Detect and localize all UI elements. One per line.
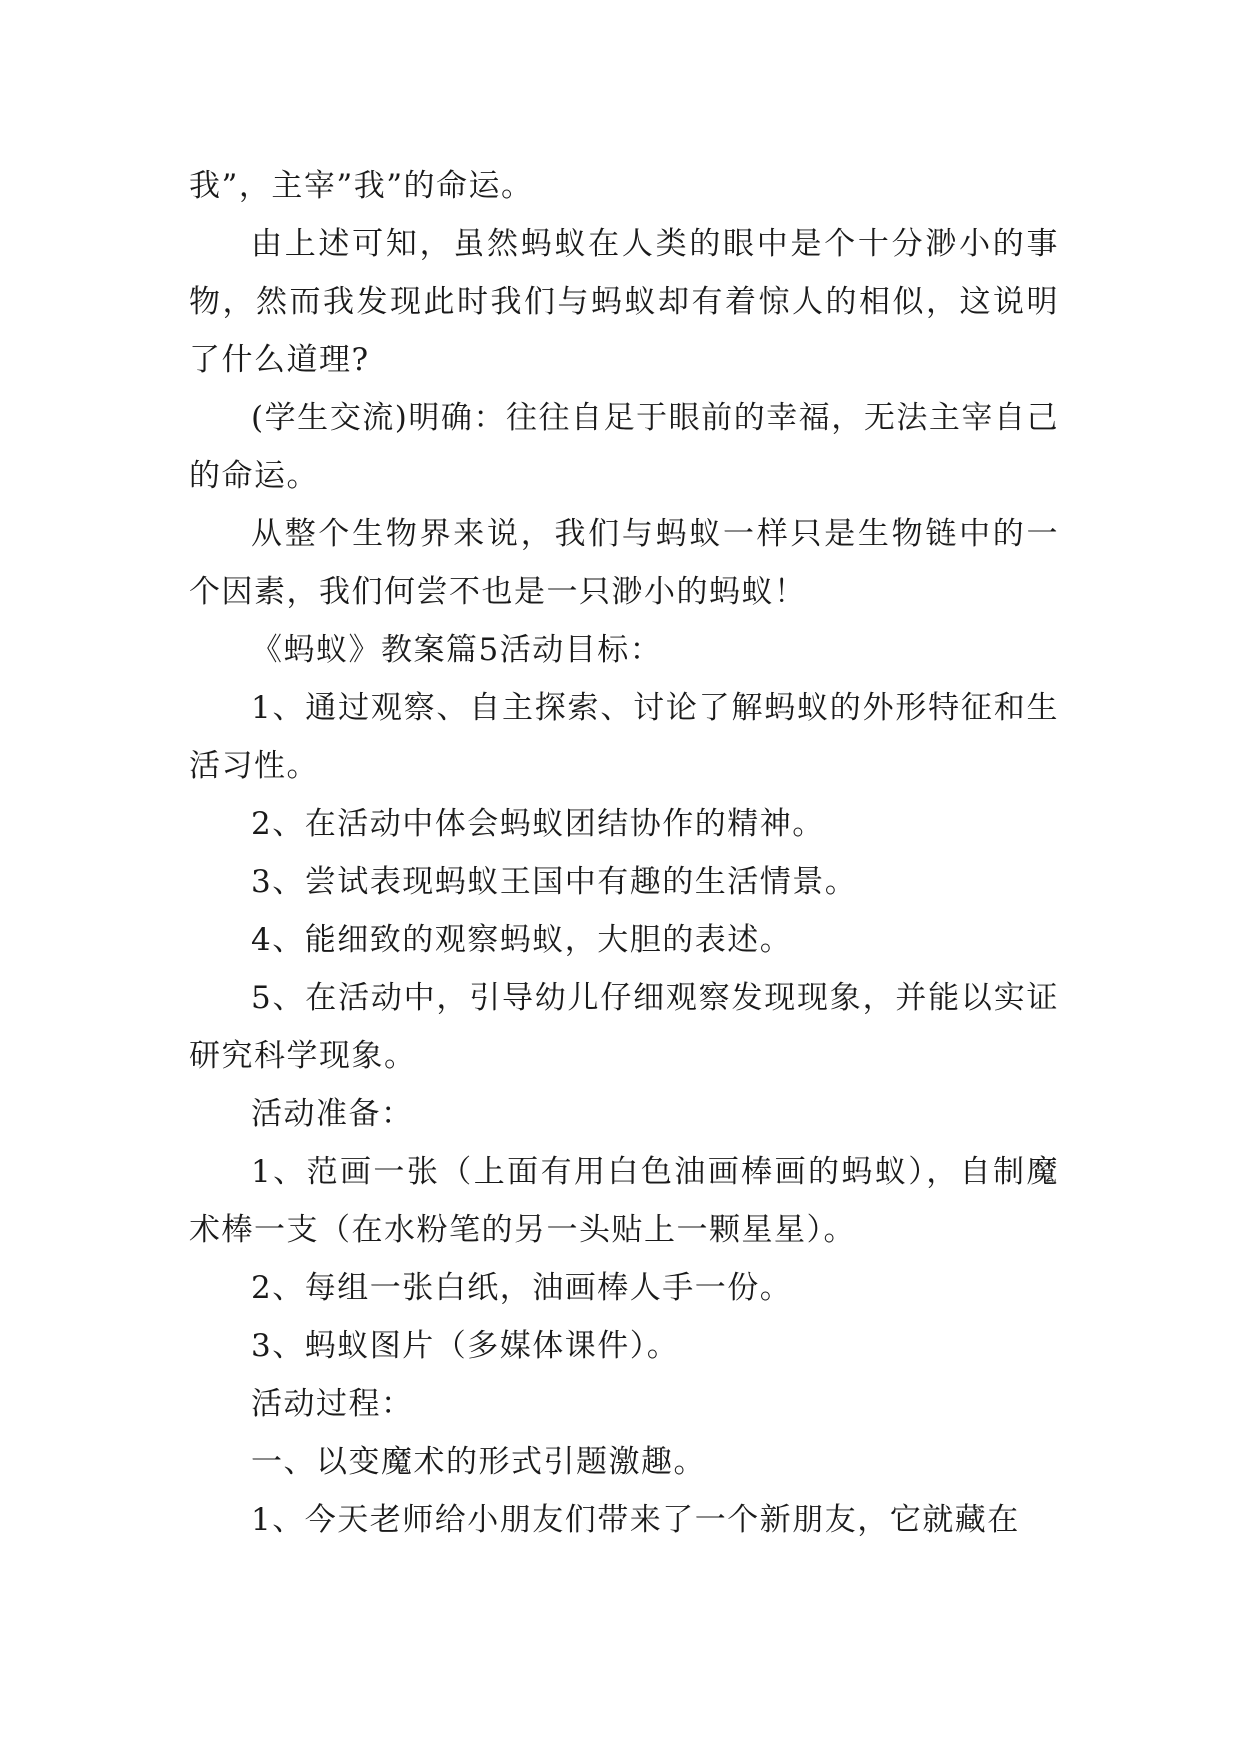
objective-item-4: 4、能细致的观察蚂蚁，大胆的表述。 — [251, 922, 793, 958]
section-heading-process: 活动过程： — [251, 1386, 414, 1422]
objective-item-2: 2、在活动中体会蚂蚁团结协作的精神。 — [251, 806, 825, 842]
process-step-heading-1: 一、以变魔术的形式引题激趣。 — [251, 1444, 706, 1480]
preparation-item-3: 3、蚂蚁图片（多媒体课件）。 — [251, 1328, 680, 1364]
process-step-item-1: 1、今天老师给小朋友们带来了一个新朋友，它就藏在 — [251, 1502, 1020, 1538]
paragraph-student-discussion: (学生交流)明确：往往自足于眼前的幸福，无法主宰自己的命运。 — [189, 400, 1059, 494]
objective-item-3: 3、尝试表现蚂蚁王国中有趣的生活情景。 — [251, 864, 858, 900]
preparation-item-2: 2、每组一张白纸，油画棒人手一份。 — [251, 1270, 793, 1306]
paragraph-continuation: 我”，主宰”我”的命运。 — [189, 168, 534, 204]
paragraph-biological-chain: 从整个生物界来说，我们与蚂蚁一样只是生物链中的一个因素，我们何尝不也是一只渺小的蚂蚁！ — [189, 516, 1059, 610]
section-heading-preparation: 活动准备： — [251, 1096, 414, 1132]
objective-item-5: 5、在活动中，引导幼儿仔细观察发现现象，并能以实证研究科学现象。 — [189, 980, 1059, 1074]
document-body — [189, 157, 1059, 1549]
section-heading-objectives: 《蚂蚁》教案篇5活动目标： — [251, 632, 663, 668]
objective-item-1: 1、通过观察、自主探索、讨论了解蚂蚁的外形特征和生活习性。 — [189, 690, 1059, 784]
paragraph-reflection-question: 由上述可知，虽然蚂蚁在人类的眼中是个十分渺小的事物，然而我发现此时我们与蚂蚁却有着惊人的相似，这说明了什么道理? — [189, 226, 1059, 378]
preparation-item-1: 1、范画一张（上面有用白色油画棒画的蚂蚁），自制魔术棒一支（在水粉笔的另一头贴上一颗星星）。 — [189, 1154, 1059, 1248]
